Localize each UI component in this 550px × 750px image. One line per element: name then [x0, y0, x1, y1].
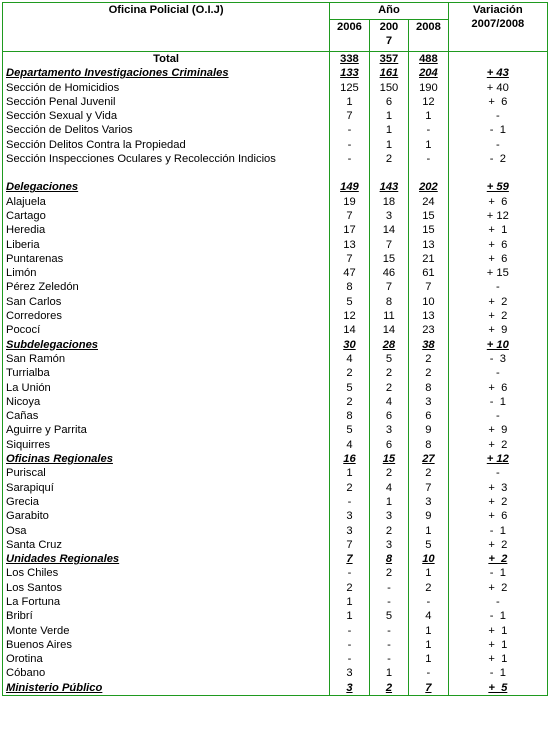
- year-2008-header: 2008: [409, 20, 449, 52]
- value-2007: 14: [369, 223, 408, 237]
- value-2008: 27: [409, 452, 449, 466]
- variation-value: + 1: [448, 638, 547, 652]
- value-2008: 2: [409, 466, 449, 480]
- table-row: [3, 466, 548, 480]
- variation-value: + 2: [448, 309, 547, 323]
- section-row: [3, 552, 548, 566]
- table-row: [3, 280, 548, 294]
- table-row: [3, 323, 548, 337]
- value-2006: 3: [330, 524, 369, 538]
- value-2007: 161: [369, 66, 408, 80]
- value-2008: 7: [409, 280, 449, 294]
- value-2008: 13: [409, 309, 449, 323]
- value-2006: 3: [330, 509, 369, 523]
- row-label: Sección Sexual y Vida: [3, 109, 330, 123]
- table-row: [3, 652, 548, 666]
- value-2007: -: [369, 652, 408, 666]
- table-row: [3, 166, 548, 180]
- section-row: [3, 338, 548, 352]
- table-row: [3, 638, 548, 652]
- variation-value: + 2: [448, 538, 547, 552]
- header-row-1: [3, 3, 548, 20]
- year-2006-header: 2006: [330, 20, 369, 52]
- value-2006: 17: [330, 223, 369, 237]
- year-2007-header: 200 7: [369, 20, 408, 52]
- value-2007: 11: [369, 309, 408, 323]
- row-label: Total: [3, 52, 330, 67]
- row-label: Bribrí: [3, 609, 330, 623]
- value-2008: 8: [409, 438, 449, 452]
- row-label: Pérez Zeledón: [3, 280, 330, 294]
- value-2007: 1: [369, 495, 408, 509]
- value-2006: 7: [330, 252, 369, 266]
- table-row: [3, 223, 548, 237]
- value-2007: 1: [369, 109, 408, 123]
- value-2006: 5: [330, 381, 369, 395]
- section-row: [3, 681, 548, 696]
- value-2007: 8: [369, 552, 408, 566]
- row-label: Limón: [3, 266, 330, 280]
- row-label: Liberia: [3, 238, 330, 252]
- value-2008: 202: [409, 180, 449, 194]
- value-2007: 3: [369, 538, 408, 552]
- variation-value: + 2: [448, 495, 547, 509]
- value-2008: -: [409, 123, 449, 137]
- value-2006: 1: [330, 95, 369, 109]
- value-2007: 7: [369, 280, 408, 294]
- value-2007: 1: [369, 123, 408, 137]
- value-2008: 2: [409, 366, 449, 380]
- year-column-header: Año: [330, 3, 448, 20]
- value-2006: 4: [330, 438, 369, 452]
- value-2007: [369, 166, 408, 180]
- value-2006: 133: [330, 66, 369, 80]
- value-2006: 7: [330, 552, 369, 566]
- row-label: Sarapiquí: [3, 481, 330, 495]
- row-label: Sección de Delitos Varios: [3, 123, 330, 137]
- variation-value: + 12: [448, 452, 547, 466]
- row-label: Puriscal: [3, 466, 330, 480]
- section-row: [3, 180, 548, 194]
- variation-value: + 1: [448, 652, 547, 666]
- variation-value: - 1: [448, 566, 547, 580]
- table-row: [3, 595, 548, 609]
- value-2006: 2: [330, 366, 369, 380]
- value-2006: 8: [330, 280, 369, 294]
- value-2006: -: [330, 566, 369, 580]
- value-2007: 1: [369, 138, 408, 152]
- value-2007: 150: [369, 81, 408, 95]
- variation-value: + 6: [448, 238, 547, 252]
- variation-column-header: Variación 2007/2008: [448, 3, 547, 52]
- row-label: Puntarenas: [3, 252, 330, 266]
- total-row: [3, 52, 548, 67]
- value-2007: 14: [369, 323, 408, 337]
- variation-value: + 2: [448, 581, 547, 595]
- variation-value: - 1: [448, 609, 547, 623]
- value-2007: -: [369, 595, 408, 609]
- table-row: [3, 138, 548, 152]
- row-label: Sección de Homicidios: [3, 81, 330, 95]
- value-2008: 61: [409, 266, 449, 280]
- table-row: [3, 252, 548, 266]
- table-row: [3, 395, 548, 409]
- value-2008: 23: [409, 323, 449, 337]
- table-row: [3, 666, 548, 680]
- value-2007: -: [369, 581, 408, 595]
- variation-value: - 1: [448, 524, 547, 538]
- value-2008: 10: [409, 295, 449, 309]
- row-label: Turrialba: [3, 366, 330, 380]
- value-2006: 2: [330, 481, 369, 495]
- value-2008: -: [409, 595, 449, 609]
- value-2007: 8: [369, 295, 408, 309]
- variation-value: [448, 52, 547, 67]
- row-label: Cañas: [3, 409, 330, 423]
- value-2008: 488: [409, 52, 449, 67]
- value-2006: 16: [330, 452, 369, 466]
- value-2007: 46: [369, 266, 408, 280]
- value-2006: 2: [330, 395, 369, 409]
- variation-value: - 1: [448, 123, 547, 137]
- value-2008: [409, 166, 449, 180]
- value-2007: 357: [369, 52, 408, 67]
- value-2007: -: [369, 638, 408, 652]
- row-label: Santa Cruz: [3, 538, 330, 552]
- value-2007: 6: [369, 409, 408, 423]
- table-row: [3, 509, 548, 523]
- table-row: [3, 566, 548, 580]
- value-2006: 1: [330, 466, 369, 480]
- variation-value: + 1: [448, 624, 547, 638]
- value-2007: 2: [369, 381, 408, 395]
- variation-value: - 1: [448, 395, 547, 409]
- row-label: Heredia: [3, 223, 330, 237]
- value-2008: 1: [409, 652, 449, 666]
- value-2006: -: [330, 495, 369, 509]
- variation-value: -: [448, 366, 547, 380]
- row-label: Nicoya: [3, 395, 330, 409]
- value-2007: 4: [369, 395, 408, 409]
- value-2008: 38: [409, 338, 449, 352]
- value-2006: 5: [330, 295, 369, 309]
- value-2006: 7: [330, 538, 369, 552]
- variation-value: + 2: [448, 295, 547, 309]
- table-body: [3, 52, 548, 696]
- value-2008: 9: [409, 423, 449, 437]
- value-2006: 125: [330, 81, 369, 95]
- row-label: Orotina: [3, 652, 330, 666]
- value-2007: 2: [369, 524, 408, 538]
- value-2006: 13: [330, 238, 369, 252]
- office-column-header: Oficina Policial (O.I.J): [3, 3, 330, 52]
- row-label: Pococí: [3, 323, 330, 337]
- value-2008: 3: [409, 495, 449, 509]
- table-row: [3, 423, 548, 437]
- value-2007: 1: [369, 666, 408, 680]
- value-2008: 1: [409, 524, 449, 538]
- variation-value: + 2: [448, 552, 547, 566]
- value-2008: 15: [409, 209, 449, 223]
- value-2007: 143: [369, 180, 408, 194]
- variation-value: - 2: [448, 152, 547, 166]
- table-row: [3, 152, 548, 166]
- value-2008: 7: [409, 681, 449, 696]
- value-2006: 5: [330, 423, 369, 437]
- row-label: La Fortuna: [3, 595, 330, 609]
- row-label: Los Chiles: [3, 566, 330, 580]
- value-2006: -: [330, 638, 369, 652]
- value-2007: 3: [369, 423, 408, 437]
- value-2008: 10: [409, 552, 449, 566]
- value-2006: [330, 166, 369, 180]
- value-2008: 24: [409, 195, 449, 209]
- table-row: [3, 195, 548, 209]
- value-2006: 338: [330, 52, 369, 67]
- row-label: La Unión: [3, 381, 330, 395]
- row-label: [3, 166, 330, 180]
- row-label: Grecia: [3, 495, 330, 509]
- value-2008: 4: [409, 609, 449, 623]
- row-label: San Carlos: [3, 295, 330, 309]
- value-2008: 2: [409, 581, 449, 595]
- value-2008: 6: [409, 409, 449, 423]
- table-row: [3, 481, 548, 495]
- row-label: Sección Inspecciones Oculares y Recolección Indicios: [3, 152, 330, 166]
- variation-value: -: [448, 109, 547, 123]
- row-label: Los Santos: [3, 581, 330, 595]
- variation-value: - 1: [448, 666, 547, 680]
- value-2006: 1: [330, 609, 369, 623]
- variation-value: + 2: [448, 438, 547, 452]
- value-2008: 7: [409, 481, 449, 495]
- table-row: [3, 238, 548, 252]
- value-2008: 15: [409, 223, 449, 237]
- table-row: [3, 581, 548, 595]
- value-2007: 3: [369, 209, 408, 223]
- value-2008: 9: [409, 509, 449, 523]
- value-2007: 2: [369, 152, 408, 166]
- value-2007: 18: [369, 195, 408, 209]
- section-row: [3, 66, 548, 80]
- value-2006: 14: [330, 323, 369, 337]
- value-2008: 1: [409, 566, 449, 580]
- row-label: Subdelegaciones: [3, 338, 330, 352]
- variation-value: + 1: [448, 223, 547, 237]
- variation-value: + 59: [448, 180, 547, 194]
- variation-value: -: [448, 595, 547, 609]
- value-2008: 1: [409, 624, 449, 638]
- value-2007: 2: [369, 366, 408, 380]
- value-2007: 4: [369, 481, 408, 495]
- table-row: [3, 624, 548, 638]
- value-2006: 7: [330, 109, 369, 123]
- table-row: [3, 381, 548, 395]
- value-2006: 2: [330, 581, 369, 595]
- variation-value: + 6: [448, 381, 547, 395]
- variation-value: -: [448, 409, 547, 423]
- value-2007: -: [369, 624, 408, 638]
- value-2008: 12: [409, 95, 449, 109]
- variation-value: + 40: [448, 81, 547, 95]
- table-row: [3, 123, 548, 137]
- value-2008: 190: [409, 81, 449, 95]
- value-2007: 5: [369, 609, 408, 623]
- row-label: Aguirre y Parrita: [3, 423, 330, 437]
- variation-value: + 3: [448, 481, 547, 495]
- value-2008: 204: [409, 66, 449, 80]
- value-2006: 149: [330, 180, 369, 194]
- row-label: Delegaciones: [3, 180, 330, 194]
- value-2006: -: [330, 123, 369, 137]
- value-2008: 13: [409, 238, 449, 252]
- table-row: [3, 95, 548, 109]
- value-2006: 3: [330, 681, 369, 696]
- value-2007: 2: [369, 681, 408, 696]
- row-label: Alajuela: [3, 195, 330, 209]
- row-label: Siquirres: [3, 438, 330, 452]
- value-2006: -: [330, 624, 369, 638]
- value-2006: 8: [330, 409, 369, 423]
- table-row: [3, 366, 548, 380]
- value-2007: 7: [369, 238, 408, 252]
- table-row: [3, 81, 548, 95]
- value-2006: -: [330, 138, 369, 152]
- variation-value: + 6: [448, 252, 547, 266]
- variation-value: + 12: [448, 209, 547, 223]
- variation-value: + 5: [448, 681, 547, 696]
- value-2007: 28: [369, 338, 408, 352]
- value-2006: 30: [330, 338, 369, 352]
- row-label: Corredores: [3, 309, 330, 323]
- value-2007: 2: [369, 466, 408, 480]
- variation-value: -: [448, 138, 547, 152]
- value-2006: -: [330, 152, 369, 166]
- variation-value: + 9: [448, 423, 547, 437]
- value-2008: 5: [409, 538, 449, 552]
- row-label: Departamento Investigaciones Criminales: [3, 66, 330, 80]
- table-row: [3, 209, 548, 223]
- value-2008: -: [409, 666, 449, 680]
- value-2006: 7: [330, 209, 369, 223]
- table-row: [3, 109, 548, 123]
- value-2008: 21: [409, 252, 449, 266]
- value-2006: 47: [330, 266, 369, 280]
- table-row: [3, 495, 548, 509]
- table-row: [3, 409, 548, 423]
- row-label: Garabito: [3, 509, 330, 523]
- row-label: Ministerio Público: [3, 681, 330, 696]
- variation-value: -: [448, 466, 547, 480]
- row-label: Osa: [3, 524, 330, 538]
- table-row: [3, 524, 548, 538]
- section-row: [3, 452, 548, 466]
- value-2008: 2: [409, 352, 449, 366]
- table-row: [3, 609, 548, 623]
- row-label: Unidades Regionales: [3, 552, 330, 566]
- value-2007: 5: [369, 352, 408, 366]
- row-label: Cartago: [3, 209, 330, 223]
- value-2008: 1: [409, 138, 449, 152]
- variation-value: + 43: [448, 66, 547, 80]
- value-2008: -: [409, 152, 449, 166]
- variation-value: + 6: [448, 95, 547, 109]
- value-2007: 15: [369, 452, 408, 466]
- value-2008: 8: [409, 381, 449, 395]
- row-label: Sección Penal Juvenil: [3, 95, 330, 109]
- variation-value: + 6: [448, 195, 547, 209]
- table-row: [3, 295, 548, 309]
- row-label: Oficinas Regionales: [3, 452, 330, 466]
- variation-value: + 6: [448, 509, 547, 523]
- variation-value: [448, 166, 547, 180]
- table-row: [3, 538, 548, 552]
- value-2006: 4: [330, 352, 369, 366]
- value-2007: 3: [369, 509, 408, 523]
- police-office-table: [2, 2, 548, 696]
- row-label: Sección Delitos Contra la Propiedad: [3, 138, 330, 152]
- value-2007: 2: [369, 566, 408, 580]
- row-label: Monte Verde: [3, 624, 330, 638]
- variation-value: + 10: [448, 338, 547, 352]
- variation-value: - 3: [448, 352, 547, 366]
- table-row: [3, 352, 548, 366]
- value-2006: 12: [330, 309, 369, 323]
- row-label: Buenos Aires: [3, 638, 330, 652]
- value-2006: -: [330, 652, 369, 666]
- row-label: San Ramón: [3, 352, 330, 366]
- variation-value: -: [448, 280, 547, 294]
- value-2007: 15: [369, 252, 408, 266]
- value-2007: 6: [369, 95, 408, 109]
- variation-value: + 15: [448, 266, 547, 280]
- variation-value: + 9: [448, 323, 547, 337]
- value-2008: 1: [409, 638, 449, 652]
- value-2008: 3: [409, 395, 449, 409]
- value-2007: 6: [369, 438, 408, 452]
- value-2006: 3: [330, 666, 369, 680]
- table-row: [3, 266, 548, 280]
- value-2006: 19: [330, 195, 369, 209]
- value-2006: 1: [330, 595, 369, 609]
- table-row: [3, 309, 548, 323]
- row-label: Cóbano: [3, 666, 330, 680]
- value-2008: 1: [409, 109, 449, 123]
- table-row: [3, 438, 548, 452]
